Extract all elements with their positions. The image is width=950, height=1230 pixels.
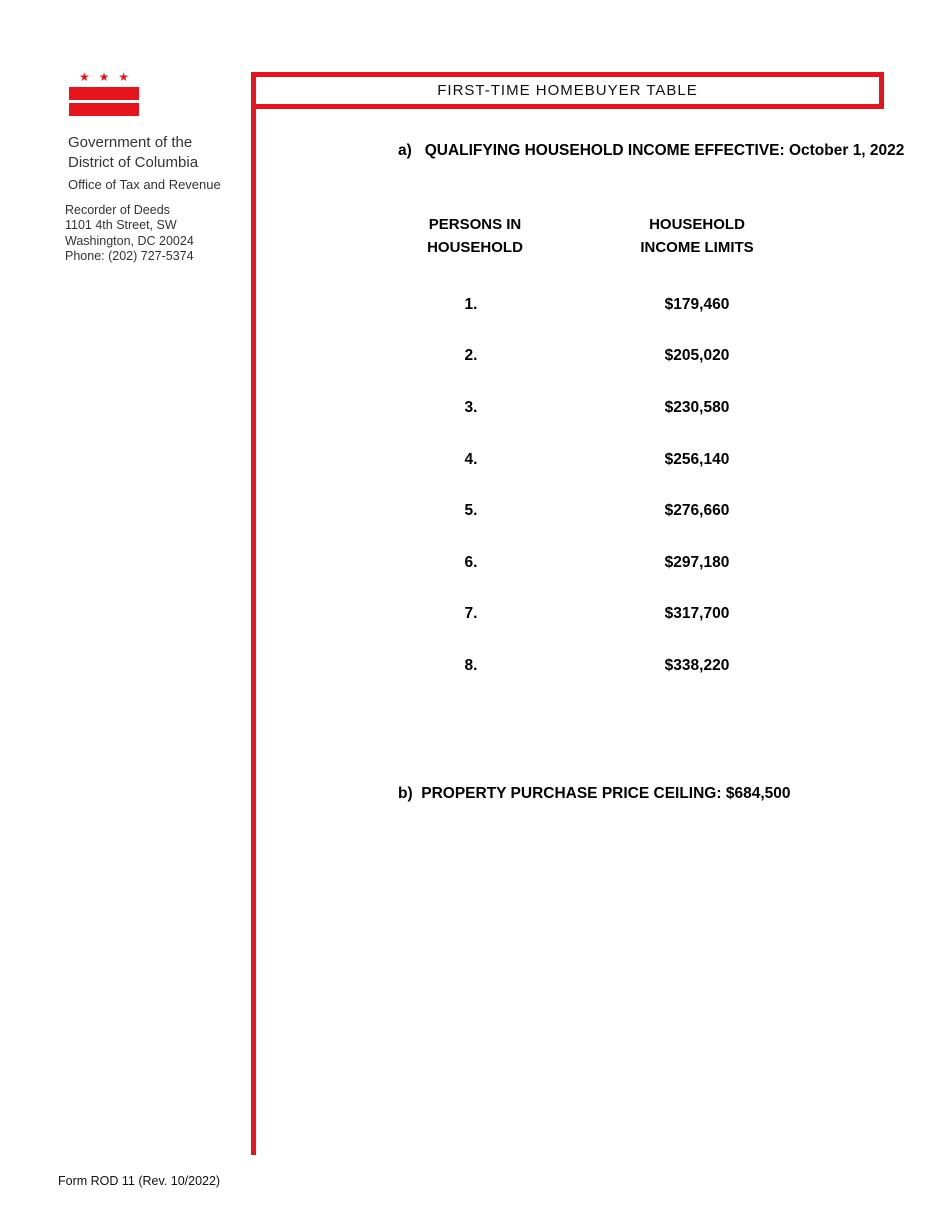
column-header-line: PERSONS IN [428, 216, 522, 233]
income-limit: $179,460 [664, 296, 730, 313]
table-row [0, 554, 950, 574]
phone-line: Phone: (202) 727-5374 [65, 249, 194, 263]
dc-flag-icon [69, 70, 139, 116]
section-b-heading: b) PROPERTY PURCHASE PRICE CEILING: $684,500 [398, 785, 791, 802]
income-limit: $338,220 [664, 657, 730, 674]
persons-count: 1. [464, 296, 478, 313]
flag-stripe [69, 87, 139, 100]
column-header-line: INCOME LIMITS [640, 239, 754, 256]
persons-count: 7. [464, 605, 478, 622]
income-limit: $317,700 [664, 605, 730, 622]
table-row [0, 399, 950, 419]
address-line: Washington, DC 20024 [65, 234, 194, 248]
section-a-heading: a) QUALIFYING HOUSEHOLD INCOME EFFECTIVE: October 1, 2022 [398, 142, 905, 159]
table-row [0, 347, 950, 367]
form-id: Form ROD 11 (Rev. 10/2022) [58, 1174, 221, 1188]
persons-count: 8. [464, 657, 478, 674]
persons-count: 2. [464, 347, 478, 364]
persons-count: 6. [464, 554, 478, 571]
org-name-line1: Government of the [68, 134, 193, 151]
address-line: Recorder of Deeds [65, 203, 170, 217]
income-limit: $297,180 [664, 554, 730, 571]
page-title [251, 72, 884, 109]
income-limit: $256,140 [664, 451, 730, 468]
org-office: Office of Tax and Revenue [68, 177, 221, 192]
persons-count: 5. [464, 502, 478, 519]
org-name-line2: District of Columbia [68, 154, 199, 171]
column-header-line: HOUSEHOLD [427, 239, 523, 256]
flag-stars [79, 70, 129, 84]
income-limit: $205,020 [664, 347, 730, 364]
persons-count: 4. [464, 451, 478, 468]
table-row [0, 502, 950, 522]
income-limit: $230,580 [664, 399, 730, 416]
column-header-line: HOUSEHOLD [649, 216, 745, 233]
star-icon: ★ [79, 70, 90, 84]
column-header-income [617, 213, 777, 259]
income-limit: $276,660 [664, 502, 730, 519]
page-title-text: FIRST-TIME HOMEBUYER TABLE [437, 82, 698, 99]
table-row [0, 657, 950, 677]
column-header-persons [405, 213, 545, 259]
table-row [0, 296, 950, 316]
address-line: 1101 4th Street, SW [65, 218, 177, 232]
persons-count: 3. [464, 399, 478, 416]
star-icon: ★ [98, 70, 110, 84]
flag-stripe [69, 103, 139, 116]
table-row [0, 605, 950, 625]
star-icon: ★ [118, 70, 129, 84]
table-row [0, 451, 950, 471]
